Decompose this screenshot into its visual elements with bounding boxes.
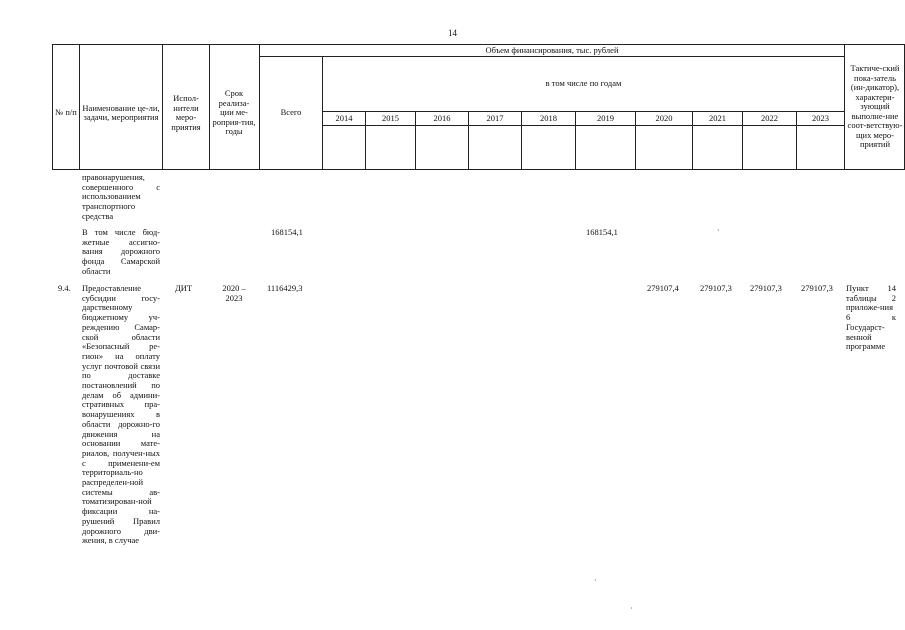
header-by-years: в том числе по годам: [545, 78, 622, 89]
header-term: Срок реализа-ции ме-роприя-тия, годы: [212, 88, 256, 137]
header-financing: Объем финансирования, тыс. рублей: [485, 44, 619, 55]
year-header-2014: 2014: [335, 113, 353, 123]
budget-row-total: 168154,1: [271, 227, 303, 237]
year-header-2018: 2018: [540, 113, 557, 123]
budget-row-name: В том числе бюд-жетные ассигно-вания дорожного фонда Самарской области: [82, 227, 160, 276]
year-header-2016: 2016: [433, 113, 451, 123]
page-number: 14: [448, 28, 457, 38]
budget-row-2019: 168154,1: [586, 227, 618, 237]
year-header-2017: 2017: [486, 113, 504, 123]
header-name: Наименование це-ли, задачи, мероприятия: [82, 102, 160, 122]
continuation-name-cell: правонарушения, совершенного с использованием транспортного средства: [82, 172, 160, 221]
scan-speck: ·: [717, 226, 720, 235]
row-9-4-2021: 279107,3: [700, 283, 732, 293]
year-header-2023: 2023: [812, 113, 829, 123]
row-9-4-2023: 279107,3: [801, 283, 833, 293]
year-header-2021: 2021: [709, 113, 726, 123]
row-9-4-executor: ДИТ: [175, 283, 193, 293]
header-total: Всего: [280, 107, 302, 118]
scan-speck: ·: [630, 604, 633, 613]
row-9-4-total: 1116429,3: [267, 283, 303, 293]
row-9-4-2020: 279107,4: [647, 283, 679, 293]
year-header-2019: 2019: [597, 113, 614, 123]
row-9-4-term: 2020 – 2023: [222, 283, 246, 303]
row-9-4-name: Предоставление субсидии госу-дарственному бюджетному уч-реждению Самар-ской области «Безопасный ре-гион» на оплату услуг почтовой связи по доставке постановлений по делам об админи-стративных пра-вонарушениях в области дорожно-го движения на основании мате-риалов, получен-ных с применени-ем территориаль-но распределен-ной системы ав-томатизирован-ной фиксации на-рушений Правил дорожного дви-жения, в случае: [82, 283, 160, 546]
year-header-2022: 2022: [761, 113, 778, 123]
row-9-4-2022: 279107,3: [750, 283, 782, 293]
row-9-4-number: 9.4.: [58, 283, 71, 293]
header-executors: Испол-нители меро-приятия: [171, 93, 201, 132]
row-9-4-indicator: Пункт 14 таблицы 2 приложе-ния 6 к Государст-венной программе: [846, 283, 896, 352]
header-indicator: Тактиче-ский пока-затель (ин-дикатор), характери-зующий выполне-ние соот-ветствую-щих меро-приятий: [847, 63, 903, 150]
header-num: № п/п: [55, 107, 77, 118]
scan-speck: ·: [594, 576, 597, 585]
year-header-2015: 2015: [382, 113, 399, 123]
year-header-2020: 2020: [655, 113, 673, 123]
